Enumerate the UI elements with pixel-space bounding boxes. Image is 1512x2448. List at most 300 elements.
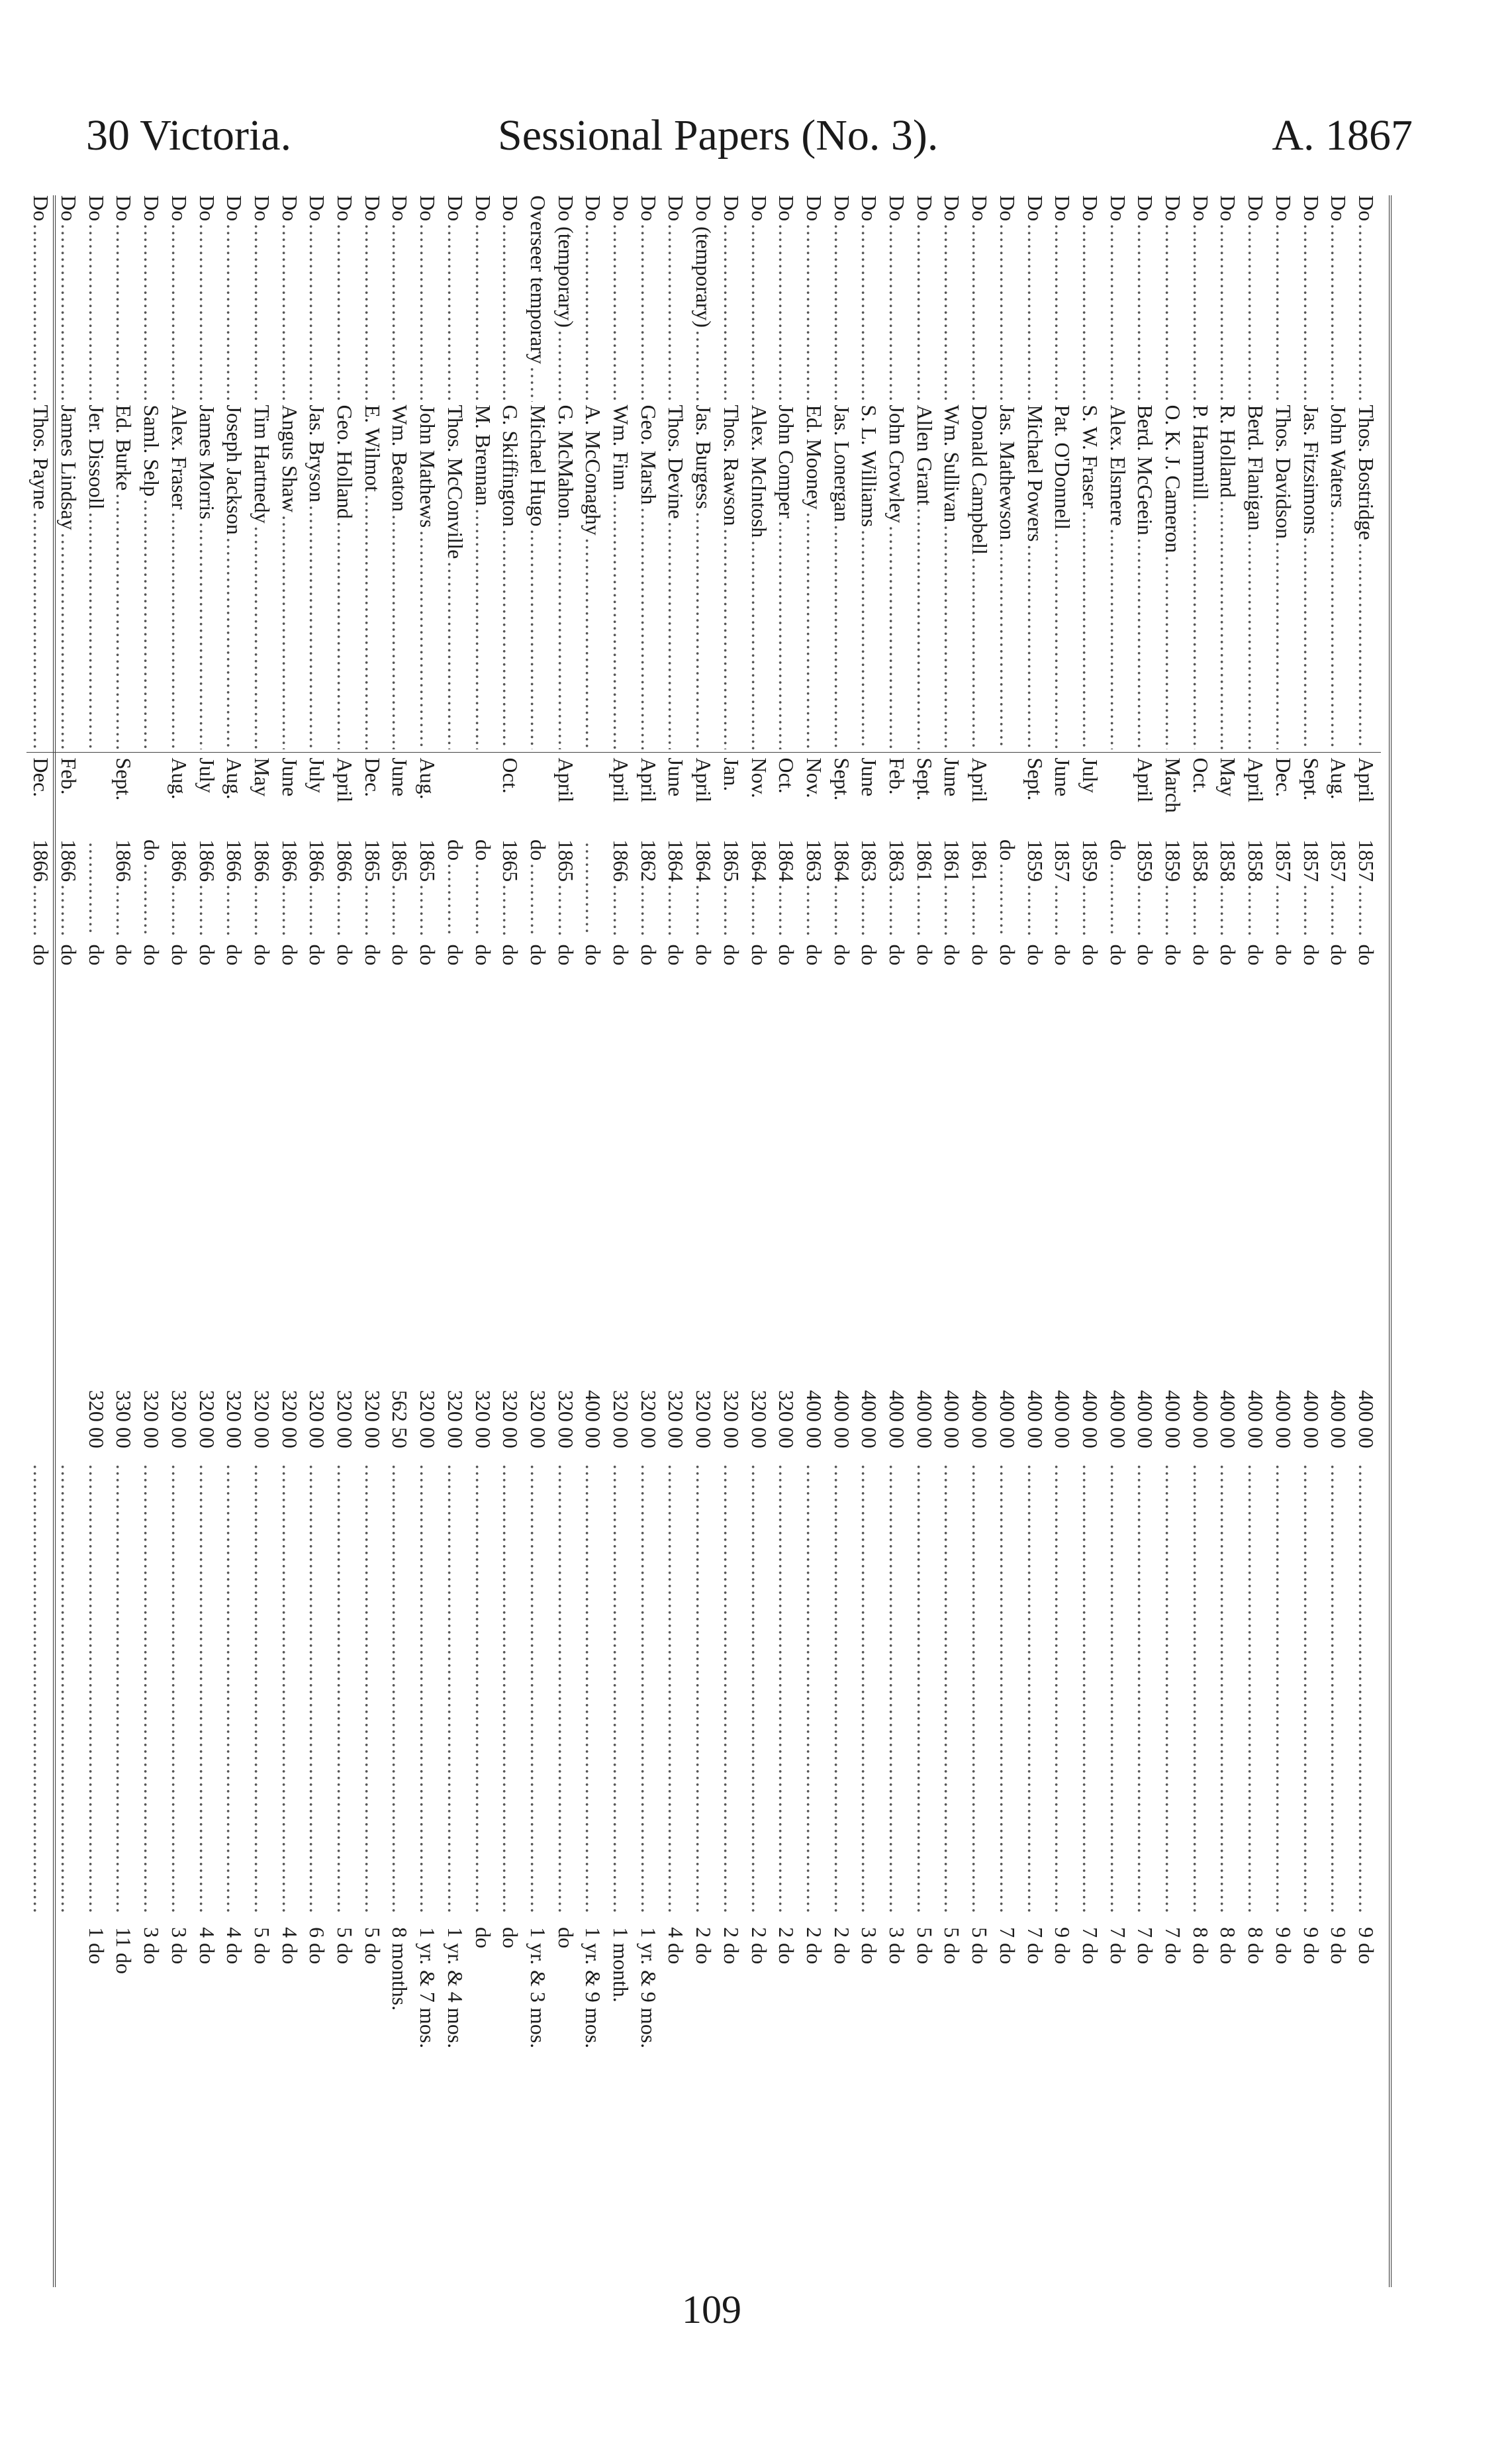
office-cell-text: Do [1078, 195, 1102, 222]
office-cell [745, 195, 774, 404]
ref-cell [634, 937, 663, 1101]
blank-cell [1352, 1462, 1381, 1916]
leader-dots [800, 224, 829, 402]
leader-dots [1297, 1464, 1326, 1914]
service-cell-text: 4 do [222, 1927, 247, 1965]
name-cell [662, 404, 691, 752]
salary-cell [1186, 1102, 1215, 1462]
name-cell [441, 404, 470, 752]
name-cell-text: Pat. O'Donnell [1051, 404, 1075, 530]
leader-dots [965, 1464, 994, 1914]
blank-cell [303, 1462, 332, 1916]
year-cell-text: 1863 [857, 839, 882, 882]
leader-dots [220, 538, 249, 749]
table-row [26, 195, 56, 2287]
service-cell-text: do [553, 1927, 578, 1949]
name-cell-text: Thos. Bostridge [1354, 404, 1378, 540]
ref-cell-text: do [829, 944, 854, 966]
year-cell-text: 1859 [1078, 839, 1102, 882]
salary-cell-text: 320 00 [140, 1389, 164, 1448]
salary-cell-text: 400 00 [1299, 1389, 1323, 1448]
month-cell-text: April [609, 757, 634, 803]
service-cell [800, 1916, 829, 2287]
office-cell-text: Do [140, 195, 164, 222]
table-row [110, 195, 139, 2287]
leader-dots [1158, 884, 1188, 935]
service-cell-text: 2 do [775, 1927, 799, 1965]
service-cell [634, 1916, 663, 2287]
leader-dots [882, 884, 912, 935]
salary-cell [606, 1102, 636, 1462]
table-row [993, 195, 1022, 2287]
leader-dots [910, 224, 939, 402]
name-cell [413, 404, 442, 752]
leader-dots [248, 526, 277, 749]
leader-dots [165, 884, 194, 935]
service-cell [1076, 1916, 1105, 2287]
year-cell [220, 839, 249, 937]
ref-cell [855, 937, 884, 1101]
leader-dots [303, 505, 332, 749]
ref-cell-text: do [857, 944, 882, 966]
blank-cell [330, 1462, 359, 1916]
office-cell [910, 195, 939, 404]
leader-dots [938, 525, 967, 749]
name-cell-text: Jas. Mathewson [995, 404, 1019, 540]
ref-cell [1076, 937, 1105, 1101]
leader-dots [1214, 224, 1243, 402]
salary-cell [1076, 1102, 1105, 1462]
year-cell-text: 1859 [1161, 839, 1186, 882]
month-cell [110, 753, 139, 840]
salary-cell-text: 320 00 [195, 1389, 219, 1448]
leader-dots [689, 884, 718, 935]
leader-dots [827, 525, 857, 749]
year-cell [662, 839, 691, 937]
salary-cell-text: 400 00 [1078, 1389, 1102, 1448]
month-cell-text: April [636, 757, 661, 803]
service-cell [275, 1916, 305, 2287]
leader-dots [303, 224, 332, 402]
service-cell [165, 1916, 194, 2287]
month-cell [827, 753, 857, 840]
salary-cell-text: 400 00 [1327, 1389, 1351, 1448]
leader-dots [110, 224, 139, 402]
office-cell-text: Do [1271, 195, 1296, 222]
blank-cell [1297, 1462, 1326, 1916]
leader-dots [579, 538, 608, 749]
leader-dots [772, 1464, 801, 1914]
service-cell-text: 1 month. [609, 1927, 634, 2002]
service-cell [110, 1916, 139, 2287]
table-row [606, 195, 636, 2287]
service-cell [220, 1916, 249, 2287]
ref-cell [413, 937, 442, 1101]
month-cell-text: June [1051, 757, 1075, 797]
office-cell-text: Do [995, 195, 1019, 222]
leader-dots [54, 533, 83, 749]
office-cell-text: Do [1354, 195, 1378, 222]
month-cell [524, 753, 553, 840]
leader-dots [193, 224, 222, 402]
service-cell-text: 7 do [1161, 1927, 1186, 1965]
salary-cell-text: 400 00 [1216, 1389, 1241, 1448]
leader-dots [938, 224, 967, 402]
salary-cell [938, 1102, 967, 1462]
service-cell-text: 7 do [1133, 1927, 1158, 1965]
month-cell-text: Dec. [29, 757, 54, 798]
leader-dots [1297, 537, 1326, 749]
service-cell [330, 1916, 359, 2287]
month-cell [938, 753, 967, 840]
table-row [1104, 195, 1133, 2287]
table-row [386, 195, 415, 2287]
year-cell-text: 1866 [57, 839, 81, 882]
service-cell [910, 1916, 939, 2287]
table-row [469, 195, 498, 2287]
name-cell [1269, 404, 1298, 752]
salary-cell-text: 320 00 [167, 1389, 191, 1448]
service-cell [496, 1916, 525, 2287]
table-row [1131, 195, 1160, 2287]
month-cell [82, 753, 111, 840]
service-cell-text: 2 do [829, 1927, 854, 1965]
ref-cell-text: do [802, 944, 826, 966]
leader-dots [717, 884, 746, 935]
leader-dots [137, 1464, 166, 1914]
leader-dots [745, 1464, 774, 1914]
office-cell-text: Do [664, 195, 688, 222]
salary-cell [689, 1102, 718, 1462]
blank-cell [469, 1462, 498, 1916]
salary-cell-text: 320 00 [498, 1389, 523, 1448]
table-top-rule [1389, 195, 1392, 2287]
name-cell-text: Thos. Davidson [1271, 404, 1296, 540]
year-cell [1131, 839, 1160, 937]
blank-cell [745, 1462, 774, 1916]
table-row [717, 195, 746, 2287]
ref-cell-text: do [140, 944, 164, 966]
month-cell [882, 753, 912, 840]
office-cell-text: Do (temporary) [692, 195, 716, 328]
year-cell-text: 1866 [112, 839, 136, 882]
salary-cell [965, 1102, 994, 1462]
month-cell [993, 753, 1022, 840]
salary-cell [330, 1102, 359, 1462]
name-cell-text: Alex. Fraser [167, 404, 191, 510]
year-cell-text: 1864 [692, 839, 716, 882]
month-cell [1131, 753, 1160, 840]
name-cell-text: Ed. Burke [112, 404, 136, 491]
name-cell-text: Thos. McConville [443, 404, 467, 559]
leader-dots [386, 1464, 415, 1914]
office-cell [800, 195, 829, 404]
name-cell [1131, 404, 1160, 752]
name-cell-text: Thos. Rawson [719, 404, 743, 526]
leader-dots [827, 884, 857, 935]
year-cell-text: do [443, 839, 467, 861]
office-cell-text: Do [885, 195, 910, 222]
year-cell-text: 1865 [360, 839, 385, 882]
ref-cell-text: do [1078, 944, 1102, 966]
ref-cell-text: do [416, 944, 440, 966]
ref-cell-text: do [29, 944, 54, 966]
table-row [1241, 195, 1270, 2287]
office-cell-text: Do [388, 195, 412, 222]
leader-dots [248, 224, 277, 402]
table-row [1324, 195, 1353, 2287]
leader-dots [938, 884, 967, 935]
table-row [358, 195, 387, 2287]
salary-cell [827, 1102, 857, 1462]
name-cell-text: S. W. Fraser [1078, 404, 1102, 508]
name-cell [689, 404, 718, 752]
table-row [413, 195, 442, 2287]
ref-cell [54, 937, 83, 1101]
name-cell-text: John Crowley [885, 404, 910, 524]
leader-dots [855, 224, 884, 402]
service-cell-text: 7 do [1106, 1927, 1130, 1965]
month-cell [303, 753, 332, 840]
leader-dots [1104, 224, 1133, 402]
service-cell-text: 1 yr. & 7 mos. [416, 1927, 440, 2049]
blank-cell [441, 1462, 470, 1916]
year-cell-text: do [140, 839, 164, 861]
salary-cell-text: 400 00 [581, 1389, 606, 1448]
office-cell [1214, 195, 1243, 404]
leader-dots [441, 1464, 470, 1914]
service-cell [358, 1916, 387, 2287]
month-cell [1104, 753, 1133, 840]
year-cell-text: do [995, 839, 1019, 861]
service-cell [248, 1916, 277, 2287]
leader-dots [551, 330, 581, 402]
month-cell [54, 753, 83, 840]
ref-cell-text: do [912, 944, 937, 966]
ref-cell-text: do [609, 944, 634, 966]
service-cell-text: 2 do [719, 1927, 743, 1965]
ref-cell [965, 937, 994, 1101]
name-cell [827, 404, 857, 752]
service-cell-text: 3 do [857, 1927, 882, 1965]
service-cell-text: 8 do [1244, 1927, 1268, 1965]
office-cell-text: Do [1051, 195, 1075, 222]
leader-dots [358, 1464, 387, 1914]
ref-cell [1214, 937, 1243, 1101]
month-cell [137, 753, 166, 840]
salary-cell-text: 320 00 [333, 1389, 357, 1448]
year-cell-text: 1858 [1188, 839, 1213, 882]
month-cell-text: Oct. [775, 757, 799, 794]
service-cell-text: 5 do [333, 1927, 357, 1965]
blank-cell [54, 1462, 83, 1916]
table-row [137, 195, 166, 2287]
service-cell [1241, 1916, 1270, 2287]
leader-dots [910, 508, 939, 749]
service-cell-text: 5 do [360, 1927, 385, 1965]
office-cell [1048, 195, 1077, 404]
leader-dots [496, 1464, 525, 1914]
ref-cell [882, 937, 912, 1101]
ref-cell-text: do [968, 944, 992, 966]
leader-dots [496, 530, 525, 749]
ref-cell-text: do [250, 944, 274, 966]
leader-dots [165, 1464, 194, 1914]
month-cell-text: Sept. [112, 757, 136, 801]
leader-dots [330, 884, 359, 935]
ref-cell [441, 937, 470, 1101]
leader-dots [137, 863, 166, 935]
leader-dots [165, 512, 194, 749]
blank-cell [1048, 1462, 1077, 1916]
leader-dots [827, 224, 857, 402]
office-cell [662, 195, 691, 404]
month-cell [689, 753, 718, 840]
salary-cell-text: 320 00 [250, 1389, 274, 1448]
salary-cell-text: 320 00 [416, 1389, 440, 1448]
ref-cell [1131, 937, 1160, 1101]
leader-dots [248, 1464, 277, 1914]
leader-dots [110, 1464, 139, 1914]
office-cell-text: Do [57, 195, 81, 222]
month-cell [551, 753, 581, 840]
leader-dots [1131, 538, 1160, 749]
office-cell-text: Do [277, 195, 302, 222]
salary-cell [1352, 1102, 1381, 1462]
leader-dots [1352, 884, 1381, 935]
month-cell-text: Feb. [885, 757, 910, 795]
month-cell-text: May [250, 757, 274, 797]
year-cell-text: 1866 [305, 839, 330, 882]
leader-dots [606, 884, 636, 935]
leader-dots [220, 1464, 249, 1914]
leader-dots [1269, 1464, 1298, 1914]
year-cell [1158, 839, 1188, 937]
month-cell-text: June [388, 757, 412, 797]
service-cell [413, 1916, 442, 2287]
year-cell [910, 839, 939, 937]
service-cell-text: 9 do [1051, 1927, 1075, 1965]
blank-cell [1214, 1462, 1243, 1916]
leader-dots [717, 529, 746, 749]
leader-dots [413, 224, 442, 402]
month-cell-text: June [940, 757, 965, 797]
office-cell [827, 195, 857, 404]
office-cell [551, 195, 581, 404]
leader-dots [1104, 528, 1133, 749]
name-cell-text: Geo. Marsh [636, 404, 661, 505]
year-cell-text: 1859 [1133, 839, 1158, 882]
table-row [1269, 195, 1298, 2287]
leader-dots [469, 863, 498, 935]
ref-cell [1021, 937, 1050, 1101]
leader-dots [689, 1464, 718, 1914]
year-cell-text: 1862 [636, 839, 661, 882]
year-cell-text: 1866 [250, 839, 274, 882]
salary-cell [745, 1102, 774, 1462]
month-cell-text: Sept. [912, 757, 937, 801]
salary-cell [358, 1102, 387, 1462]
leader-dots [745, 540, 774, 749]
leader-dots [1104, 863, 1133, 935]
office-cell [469, 195, 498, 404]
year-cell-text: 1864 [664, 839, 688, 882]
service-cell [1324, 1916, 1353, 2287]
name-cell-text: Wm. Finn [609, 404, 634, 491]
year-cell [469, 839, 498, 937]
office-cell [993, 195, 1022, 404]
leader-dots [1241, 1464, 1270, 1914]
ref-cell [993, 937, 1022, 1101]
name-cell [1048, 404, 1077, 752]
leader-dots [193, 884, 222, 935]
year-cell-text: 1863 [885, 839, 910, 882]
ref-cell [689, 937, 718, 1101]
year-cell-text: do [526, 839, 550, 861]
salary-cell-text: 320 00 [553, 1389, 578, 1448]
office-cell-text: Overseer temporary [526, 195, 550, 364]
name-cell [193, 404, 222, 752]
salary-cell [441, 1102, 470, 1462]
name-cell-text: Michael Hugo [526, 404, 550, 527]
leader-dots [882, 224, 912, 402]
leader-dots [1186, 1464, 1215, 1914]
office-cell [1241, 195, 1270, 404]
blank-cell [275, 1462, 305, 1916]
ref-cell [1186, 937, 1215, 1101]
leader-dots [606, 224, 636, 402]
name-cell [330, 404, 359, 752]
month-cell-text: April [1244, 757, 1268, 803]
month-cell-text: July [1078, 757, 1102, 793]
ref-cell [26, 937, 56, 1101]
service-cell-text: 1 yr. & 9 mos. [636, 1927, 661, 2049]
ref-cell-text: do [636, 944, 661, 966]
table-row [303, 195, 332, 2287]
name-cell [1352, 404, 1381, 752]
month-cell [193, 753, 222, 840]
ref-cell [662, 937, 691, 1101]
leader-dots [855, 530, 884, 749]
month-cell [717, 753, 746, 840]
leader-dots [496, 224, 525, 402]
ref-cell-text: do [940, 944, 965, 966]
leader-dots [1076, 224, 1105, 402]
leader-dots [606, 1464, 636, 1914]
salary-cell-text: 400 00 [1133, 1389, 1158, 1448]
service-cell-text: 4 do [195, 1927, 219, 1965]
month-cell [413, 753, 442, 840]
service-cell-text: do [498, 1927, 523, 1949]
blank-cell [662, 1462, 691, 1916]
name-cell-text: G. Skiffington [498, 404, 523, 527]
leader-dots [993, 224, 1022, 402]
service-cell-text: 5 do [250, 1927, 274, 1965]
ref-cell [386, 937, 415, 1101]
month-cell [1158, 753, 1188, 840]
table-row [551, 195, 581, 2287]
office-cell [248, 195, 277, 404]
month-cell-text: Sept. [829, 757, 854, 801]
service-cell-text: 1 yr. & 9 mos. [581, 1927, 606, 2049]
leader-dots [606, 493, 636, 749]
year-cell [993, 839, 1022, 937]
leader-dots [524, 863, 553, 935]
month-cell [1352, 753, 1381, 840]
year-cell-text: do [1106, 839, 1130, 861]
leader-dots [248, 884, 277, 935]
table-row [689, 195, 718, 2287]
